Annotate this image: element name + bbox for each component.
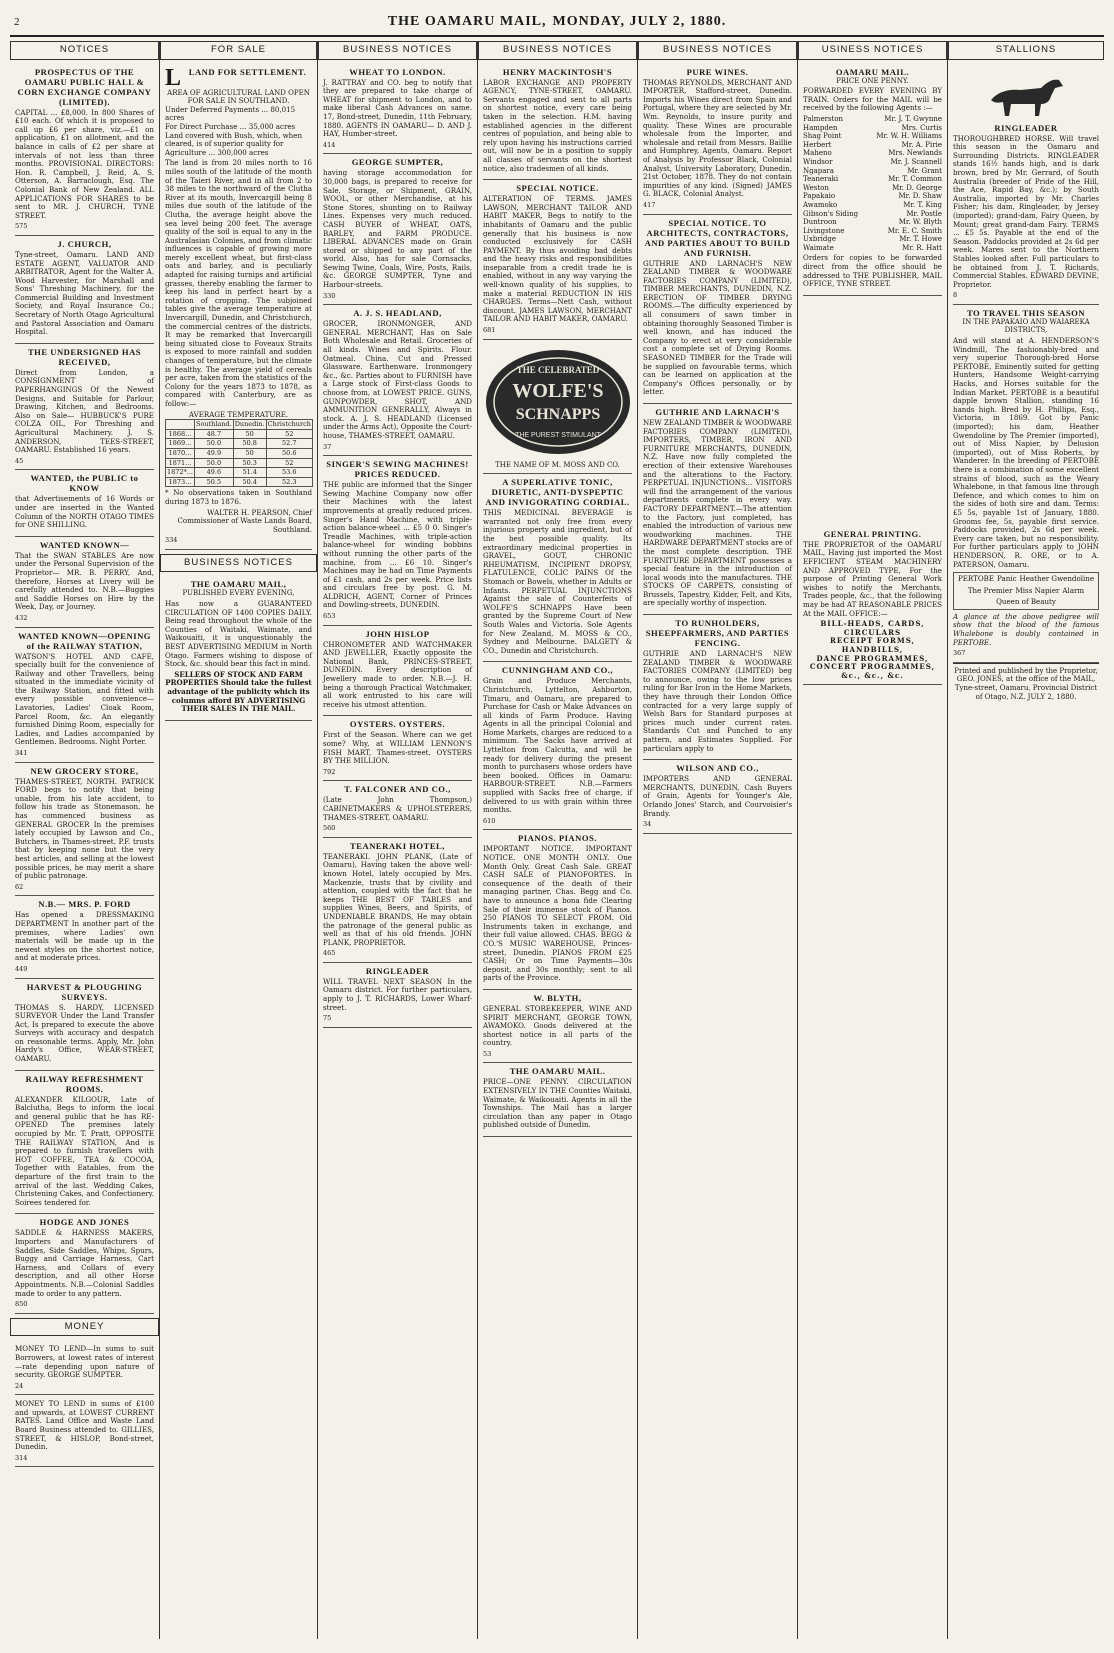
business-ad [323, 626, 472, 717]
table-cell: 52.3 [266, 477, 312, 487]
business-ad [643, 64, 792, 215]
oamaru-mail-ad [165, 576, 312, 720]
agent-name: Mr. J. Scannell [890, 157, 942, 166]
mail-agents-ad [803, 64, 942, 296]
agent-row [803, 141, 942, 150]
ad-title: TO RUNHOLDERS, SHEEPFARMERS, AND PARTIES FENCING. [645, 618, 790, 649]
table-header-cell: Christchurch [267, 420, 311, 429]
agent-town: Livingstone [803, 226, 845, 235]
agent-name: Mr. Grant [907, 166, 942, 175]
table-cell: 50.8 [233, 439, 266, 449]
agent-row [803, 158, 942, 167]
ad-title: HENRY MACKINTOSH'S [502, 66, 613, 77]
column-business-2 [478, 41, 638, 1639]
table-row [166, 477, 313, 487]
agent-name: Mr. A. Pirie [901, 140, 942, 149]
agent-town: Teaneraki [803, 175, 839, 184]
ad-body: THOMAS REYNOLDS, MERCHANT AND IMPORTER, Stafford-street, Dunedin. Imports his Wines direct from Spain and Portugal, where they are selected by Mr. Wm. Reynolds, to insure purity and quality. These Wines are procurable wholesale from the Importer, and wholesale and retail from Messrs. Baillie and Humphrey, Agents, Oamaru. Report of Analysis by Professor Black, Colonial Analyst, University Laboratory, Dunedin, 21st October, 1878. They do not contain impurities of any kind. (Signed) JAMES G. BLACK, Colonial Analyst. [643, 77, 792, 199]
ad-body: MONEY TO LEND—In sums to suit Borrowers, at lowest rates of interest—rate depending upon nature of security. GEORGE SUMPTER. [15, 1344, 154, 1380]
ad-title: OAMARU MAIL. [835, 66, 910, 77]
temperature-table [165, 419, 313, 487]
land-settlement-ad [165, 64, 312, 550]
ad-number: 330 [323, 291, 336, 300]
business-ad [483, 830, 632, 990]
ad-number: 560 [323, 824, 336, 833]
money-ad [15, 1340, 154, 1395]
ad-subtitle: AREA OF AGRICULTURAL LAND OPEN FOR SALE IN SOUTHLAND. [167, 88, 310, 106]
agents-footer: Orders for copies to be forwarded direct from the office should be addressed to THE PUBLISHER, MAIL OFFICE, TYNE STREET. [803, 253, 942, 289]
ad-body: GUTHRIE AND LARNACH'S NEW ZEALAND TIMBER & WOODWARE FACTORIES COMPANY (LIMITED), TIMBER MERCHANTS, DUNEDIN, N.Z. ERECTION OF TIMBER DRYING ROOMS.—The difficulty experienced by all consumers of sawn timber in obtaining thoroughly Seasoned Timber is well known, and has induced the Company to erect at very considerable cost a complete set of Drying Rooms. SEASONED TIMBER for the Trade will be supplied on favourable terms, which can be learned on application at the Company's Offices personally, or by letter. [643, 258, 792, 397]
agent-town: Shag Point [803, 132, 842, 141]
table-cell: 49.9 [195, 448, 234, 458]
table-cell: 1870... [166, 448, 195, 458]
ad-body: CHRONOMETER AND WATCHMAKER AND JEWELLER, Exactly opposite the National Bank, PRINCES-STREET, DUNEDIN. Every description of Jewellery made to order. N.B.—J. H. being a thorough Practical Watchmaker, all work entrusted to his care will receive his utmost attention. [323, 639, 472, 709]
agent-name: Mr. Postle [906, 209, 942, 218]
ad-number: 75 [323, 1014, 332, 1023]
ad-number: 465 [323, 949, 336, 958]
business-ad [483, 474, 632, 662]
logo-side-text: THE NAME OF M. MOSS AND CO. [495, 460, 620, 469]
pedigree-entry: PERTOBE [957, 574, 995, 584]
wolfes-schnapps-logo [483, 347, 633, 457]
column-for-sale [160, 41, 318, 1639]
ad-body: that Advertisements of 16 Words or under are inserted in the Wanted Column of the NORTH OTAGO TIMES for ONE SHILLING. [15, 494, 154, 530]
ad-number: 653 [323, 612, 336, 621]
business-ad [483, 662, 632, 830]
ad-title: RINGLEADER [365, 965, 430, 976]
ad-body: Tyne-street, Oamaru. LAND AND ESTATE AGENT, VALUATOR AND ARBITRATOR, Agent for the Walter A. Wood Harvester, for Marshall and Sons' Threshing Machinery, for the Commercial Building and Investment Society, and Royal Insurance Co.; Secretary of North Otago Agricultural and Pastoral Association and Oamaru Hospital. [15, 249, 154, 337]
business-ad [323, 64, 472, 155]
ad-body: MONEY TO LEND in sums of £100 and upwards, at LOWEST CURRENT RATES. Land Office and Waste Land Board Business attended to. GILLIES, STREET, & HISLOP, Bond-street, Dunedin. [15, 1399, 154, 1452]
ad-number: 449 [15, 964, 28, 973]
ad-body: GUTHRIE AND LARNACH'S NEW ZEALAND TIMBER & WOODWARE FACTORIES COMPANY (LIMITED) beg to announce, owing to the low prices ruling for Bar Iron in the Home Markets, they have through their London Office contracted for a very large supply of Welsh Bars for Standard purposes at prices much under current rates. Standards Cut and Punched to any pattern, and Estimates Supplied. For particulars apply to [643, 649, 792, 753]
agent-name: Mr. E. C. Smith [887, 226, 942, 235]
table-cell: 50.4 [233, 477, 266, 487]
masthead [10, 14, 1104, 37]
ad-number: 24 [15, 1381, 24, 1390]
column-business-4 [798, 41, 948, 1639]
masthead-date: MONDAY, JULY 2, 1880. [552, 14, 727, 29]
agent-row [803, 201, 942, 210]
ad-number: 341 [15, 749, 28, 758]
ad-number: 62 [15, 882, 24, 891]
agent-town: Palmerston [803, 114, 844, 123]
notice-ad [15, 537, 154, 628]
ad-body: ALTERATION OF TERMS. JAMES LAWSON, MERCHANT TAILOR AND HABIT MAKER, Begs to notify to the inhabitants of Oamaru and the public generally that his business is now conducted exclusively for CASH PAYMENT. By thus avoiding bad debts and the heavy risks and responsibilities inseparable from a credit trade he is enabled, without in any way varying the well-known quality of his supplies, to make a material REDUCTION IN HIS CHARGES. Terms—Nett Cash, without discount. JAMES LAWSON, MERCHANT TAILOR AND HABIT MAKER, OAMARU. [483, 194, 632, 324]
business-ad [323, 305, 472, 456]
ad-body: ALEXANDER KILGOUR, Late of Balclutha, Begs to inform the local and general public that he has RE-OPENED The premises lately occupied by Mr. T. Pratt, OPPOSITE THE RAILWAY STATION, And is prepared to furnish travellers with HOT COFFEE, TEA & COCOA, Together with Eatables, from the departure of the first train to the arrival of the last. Wedding Cakes, Christening Cakes, and Confectionery. Soirees tendered for. [15, 1094, 154, 1207]
ad-number: 367 [953, 649, 966, 658]
ad-number: 8 [953, 291, 958, 300]
print-item: DANCE PROGRAMMES, [816, 653, 929, 663]
table-footnote: * No observations taken in Southland during 1873 to 1876. [165, 488, 312, 506]
column-head: BUSINESS NOTICES [638, 41, 797, 60]
horse-icon [981, 70, 1071, 120]
ad-title: SPECIAL NOTICE. [516, 183, 599, 194]
table-cell: 1872*... [167, 468, 193, 477]
column-head: NOTICES [10, 41, 159, 60]
notice-ad [15, 1071, 154, 1215]
agent-town: Uxbridge [803, 235, 837, 244]
agent-row [803, 115, 942, 124]
money-head: MONEY [10, 1318, 159, 1337]
ad-title: JOHN HISLOP [365, 628, 430, 639]
business-ad [323, 154, 472, 305]
ad-title: W. BLYTH, [533, 992, 582, 1003]
print-item: CONCERT PROGRAMMES, [809, 662, 936, 672]
logo-main-2: SCHNAPPS [515, 405, 601, 423]
ad-number: 850 [15, 1300, 28, 1309]
ad-title: SINGER'S SEWING MACHINES! PRICES REDUCED. [326, 459, 469, 480]
area-line: Land covered with Bush, which, when cleared, is of superior quality for Agriculture ... 300,000 acres [165, 130, 303, 157]
ad-body: CAPITAL ... £8,000. In 800 Shares of £10 each. Of which it is proposed to call up £6 per share, viz.—£1 on application, £1 on allotment, and the balance in calls of £2 per share at intervals of not less than three months. PROVISIONAL DIRECTORS: Hon. R. Campbell, J. Reid, A. S. Otterson, A. Barraclough, Esq. The Colonial Bank of New Zealand. ALL APPLICATIONS FOR SHARES to be sent to MR. J. CHURCH, TYNE STREET. [15, 107, 154, 220]
agent-name: Mr. R. Hatt [902, 243, 942, 252]
ad-title: GUTHRIE AND LARNACH'S [655, 407, 780, 417]
agent-town: Gibson's Siding [803, 209, 859, 218]
columns [10, 41, 1104, 1639]
agent-town: Papakaio [803, 192, 836, 201]
ad-title: WANTED, the PUBLIC to KNOW [30, 473, 139, 494]
ad-body: IMPORTANT NOTICE. IMPORTANT NOTICE. ONE MONTH ONLY. One Month Only. Great Cash Sale. GREAT CASH SALE of PIANOFORTES. In consequence of the death of their managing partner, Chas. Begg and Co. have to announce a bona fide Clearing Sale of their immense stock of Pianos. 250 PIANOS TO SELECT FROM. Old Instruments taken in exchange, and their full value allowed. CHAS. BEGG & CO.'S MUSIC WAREHOUSE, Princes-street, Dunedin. PIANOS FROM £25 CASH; Or on Time Payments—30s deposit, and 30s monthly; sent to all parts of the Province. [483, 844, 632, 983]
ad-body: SADDLE & HARNESS MAKERS, Importers and Manufacturers of Saddles, Side Saddles, Whips, Spurs, Buggy and Carriage Harness, Cart Harness, and Collars of every description, and all other Horse Appointments. N.B.—Colonial Saddles made to order to any pattern. [15, 1228, 154, 1298]
ad-title: WANTED KNOWN—OPENING of the RAILWAY STATION, [18, 630, 151, 651]
table-cell: 1868... [166, 429, 195, 439]
table-header-cell [166, 420, 195, 430]
ad-number: 314 [15, 1453, 28, 1462]
printer-imprint: Printed and published by the Proprietor, GEO. JONES, at the office of the MAIL, Tyne-street, Oamaru, Provincial District of Otago, N.Z. JULY 2, 1880. [953, 663, 1099, 701]
table-cell: 1869... [166, 439, 195, 449]
agent-name: Mr. T. Common [888, 175, 942, 184]
ad-number: 414 [323, 140, 336, 149]
agent-town: Herbert [803, 140, 832, 149]
blank-space [803, 296, 942, 526]
agent-town: Waimate [803, 243, 834, 252]
agent-row [803, 184, 942, 193]
ad-title: A SUPERLATIVE TONIC, DIURETIC, ANTI-DYSPEPTIC AND INVIGORATING CORDIAL. [485, 477, 630, 508]
ad-body: WILL TRAVEL NEXT SEASON In the Oamaru district. For further particulars, apply to J. T. RICHARDS, Lower Wharf-street. [323, 976, 472, 1012]
pertobe-stallion-ad [953, 305, 1099, 663]
ad-title: PROSPECTUS OF THE OAMARU PUBLIC HALL & CORN EXCHANGE COMPANY (LIMITED). [17, 66, 152, 107]
column-head: STALLIONS [948, 41, 1104, 60]
ad-title: OYSTERS. OYSTERS. [349, 719, 446, 730]
agent-name: Mr. T. Howe [899, 235, 942, 244]
column-head: BUSINESS NOTICES [478, 41, 637, 60]
ad-number: 37 [323, 442, 332, 451]
business-ad [483, 64, 632, 181]
ad-title: TEANERAKI HOTEL, [350, 840, 445, 851]
page-number: 2 [14, 16, 21, 28]
business-ad [483, 1063, 632, 1137]
table-header-cell: Southland. [196, 420, 232, 429]
ad-number: 792 [323, 767, 336, 776]
agent-name: Mr. W. H. Williams [876, 132, 942, 141]
table-cell: 1871... [166, 458, 195, 468]
money-ad [15, 1395, 154, 1467]
ad-body: THAMES-STREET, NORTH. PATRICK FORD begs to notify that being unable, from his late accident, to follow his trade as Stonemason, he has commenced business as GENERAL GROCER In the premises lately occupied by Lawson and Co., Butchers, in Thames-street. P.F. trusts that by keeping none but the very best articles, and selling at the lowest possible prices, he may merit a share of public patronage. [15, 776, 154, 881]
agent-town: Hampden [803, 123, 838, 132]
notice-ad [15, 763, 154, 897]
ad-body: And will stand at A. HENDERSON'S Windmill, The fashionably-bred and very superior Thorough-bred Horse PERTOBE, Eminently suited for getting Hunters, Handsome Weight-carrying Hacks, and Horses suitable for the Indian Market. PERTOBE is a beautiful dapple brown Stallion, standing 16 hands high. Bred by H. Phillips, Esq., Victoria, in 1869. Got by Panic (imported); his dam, Heather Gwendoline by The Premier (imported), out of Miss Napier, by Delusion (imported), out of Miss Roberts, by Wanderer. In the breeding of PERTOBE there is a combination of some excellent strains of blood, such as the Weary Whalebone, in that famous line through Defence, and which comes to him on the sides of both sire and dam. Terms: £5 5s, payable 1st of January, 1880. Grooms fee, 5s, payable first service. Paddocks provided, 2s 6d per week. Every care taken, but no responsibility. For further particulars apply to JOHN HENDERSON, R. ORE, or to A. PATERSON, Oamaru. [953, 336, 1099, 569]
ad-title: TO TRAVEL THIS SEASON [966, 307, 1086, 318]
business-ad [643, 615, 792, 760]
ad-title: T. FALCONER AND CO., [344, 784, 451, 795]
ad-body: THIS MEDICINAL BEVERAGE is warranted not only free from every injurious property and ingredient, but of the best possible quality. Its extraordinary medicinal properties in GRAVEL, GOUT, CHRONIC RHEUMATISM, INCIPIENT DROPSY, FLATULENCE, COLIC PAINS Of the Stomach or Bowels, whether in Adults or Infants. PERPETUAL INJUNCTIONS Against the sale of Counterfeits of WOLFE'S SCHNAPPS Have been granted by the Supreme Court of New South Wales and Victoria. Sole Agents for New Zealand, M. MOSS & CO., Sydney and Melbourne. DALGETY & CO., Dunedin and Christchurch. [483, 508, 632, 655]
table-cell: 50.0 [195, 458, 234, 468]
pedigree-note: A glance at the above pedigree will show that the blood of the famous Whalebone is doubly contained in PERTOBE. [953, 611, 1099, 647]
table-cell: 50.6 [266, 448, 312, 458]
table-cell: 50.5 [195, 477, 234, 487]
agent-row [803, 167, 942, 176]
ad-body: TEANERAKI. JOHN PLANK, (Late of Oamaru), Having taken the above well-known Hotel, lately occupied by Mrs. Mackenzie, trusts that by civility and attention, coupled with the fact that he keeps THE BEST OF TABLES and supplies Wines, Beers, and Spirits, of UNDENIABLE BRANDS, He may obtain the patronage of the general public as well as that of his old friends. JOHN PLANK, PROPRIETOR. [323, 851, 472, 947]
table-label: AVERAGE TEMPERATURE. [188, 409, 289, 419]
table-header-cell: Dunedin. [234, 420, 265, 429]
ad-title: THE UNDERSIGNED HAS RECEIVED, [27, 346, 142, 367]
table-cell: 50 [233, 429, 266, 439]
logo-top-text: THE CELEBRATED [516, 364, 600, 375]
print-item: HANDBILLS, [841, 644, 904, 654]
agent-name: Mr. J. T. Gwynne [884, 114, 942, 123]
ad-title: GEORGE SUMPTER, [351, 157, 444, 168]
ad-subtitle: PRICE ONE PENNY. [836, 76, 909, 85]
ad-body: THOROUGHBRED HORSE. Will travel this season in the Oamaru and Surrounding Districts. RINGLEADER stands 16½ hands high, and is dark brown, bred by Mr. Gerrard, of South Australia (breeder of Pride of the Hill, the Ace, Rapid Bay, &c.); by South Australia, imported by Mr. Charles Fisher; his dam, Ringleader, by Jersey (imported); grand-dam, Fairy Queen, by Mount; great grand-dam Fairy. TERMS ... £5 5s. Payable at the end of the Season. Paddocks provided at 2s 6d per week. Mares sent to the Northern Stables looked after. Full particulars to be obtained from J. T. Richards, Commercial Stables. EDWARD DEVINE, Proprietor. [953, 133, 1099, 289]
pedigree-entry: Panic [997, 574, 1017, 584]
business-notices-head: BUSINESS NOTICES [160, 554, 317, 573]
ad-title: HODGE AND JONES [39, 1217, 130, 1228]
agent-town: Windsor [803, 157, 833, 166]
agent-row [803, 210, 942, 219]
ad-body: That the SWAN STABLES Are now under the Personal Supervision of the Proprietor— MR. B. PERRY, And, therefore, Horses at Livery will be carefully attended to. N.B.—Buggies and Saddle Horses on Hire by the Week, Day, or Journey. [15, 550, 154, 612]
ad-number: 610 [483, 816, 496, 825]
agent-name: Mr. W. Blyth [898, 218, 942, 227]
ad-title: J. CHURCH, [57, 238, 112, 249]
column-head: FOR SALE [160, 41, 317, 60]
ad-number: 34 [643, 820, 652, 829]
business-ad [323, 963, 472, 1028]
ad-body: J. RATTRAY and CO. beg to notify that they are prepared to take charge of WHEAT for shipment to London, and to make liberal Cash Advances on same. 17, Bond-street, Dunedin, 11th February, 1880. AGENTS IN OAMARU— D. AND J. HAY, Humber-street. [323, 77, 472, 139]
ad-body: Has now a GUARANTEED CIRCULATION OF 1400 COPIES DAILY. Being read throughout the whole of the Counties of Waitaki, Waimate, and Waikouaiti, it is unquestionably the BEST ADVERTISING MEDIUM in North Otago. Farmers wishing to dispose of Stock, &c. should bear this fact in mind. [165, 599, 312, 669]
ad-body: FORWARDED EVERY EVENING BY TRAIN. Orders for the MAIL will be received by the following Agents :— [803, 86, 942, 113]
agent-town: Ngapara [803, 166, 834, 175]
ad-body: THOMAS S. HARDY, LICENSED SURVEYOR Under the Land Transfer Act, Is prepared to execute the above Surveys with accuracy and despatch on reasonable terms. Apply, Mr. John Hardy's Office, WEAR-STREET, OAMARU. [15, 1002, 154, 1064]
agent-name: Mr. T. King [903, 200, 942, 209]
agent-name: Mrs. Newlands [888, 149, 942, 158]
notice-ad [15, 236, 154, 344]
column-head: USINESS NOTICES [798, 41, 947, 60]
notice-ad [15, 64, 154, 236]
column-business-3 [638, 41, 798, 1639]
area-line: Under Deferred Payments ... 80,015 acres [165, 104, 296, 123]
business-ad [323, 838, 472, 963]
logo-bottom-text: THE PUREST STIMULANT [515, 431, 601, 439]
ad-subtitle: PUBLISHED EVERY EVENING, [182, 589, 295, 598]
pedigree-table [953, 572, 1099, 610]
business-ad [643, 215, 792, 405]
table-cell: 1873... [166, 477, 195, 487]
notice-ad [15, 896, 154, 978]
ad-body: LABOR EXCHANGE AND PROPERTY AGENCY, TYNE-STREET, OAMARU. Servants engaged and sent to all parts on shortest notice, every care being taken in the selection. H.M. having established agencies in the different centres of population, and being able to rely upon having his instructions carried out, will now be in a position to supply all classes of servants on the shortest notice, also tradesmen of all kinds. [483, 77, 632, 173]
business-ad [483, 180, 632, 340]
ringleader-stallion-ad [953, 64, 1099, 305]
ad-body: NEW ZEALAND TIMBER & WOODWARE FACTORIES COMPANY (LIMITED), IMPORTERS, TIMBER, IRON AND FURNITURE MERCHANTS, DUNEDIN, N.Z. Have now fully completed the erection of their extensive Warehouses and the alterations to the Factory. PERPETUAL INJUNCTIONS... VISITORS will find the arrangement of the various departments complete in every way. FACTORY DEPARTMENT.—The attention to the Factory, just completed, has enabled the introduction of various new woodworking machines. THE HARDWARE DEPARTMENT stocks are of the most complete description. THE FURNITURE DEPARTMENT possesses a special feature in the introduction of local woods into the manufactures. THE STOCKS OF CARPETS, consisting of Brussels, Tapestry, Kidder, Felt, and Kits, are specially worthy of inspection. [643, 418, 792, 608]
general-printing-ad [803, 526, 942, 686]
ad-title: PIANOS. PIANOS. [518, 833, 597, 844]
ad-body: First of the Season. Where can we get some? Why, at WILLIAM LENNON'S FISH MART, Thames-street. OYSTERS BY THE MILLION. [323, 730, 472, 766]
agent-name: Mrs. Curtis [901, 123, 942, 132]
ad-signature: WALTER H. PEARSON, Chief Commissioner of Waste Lands Board, Southland. [177, 507, 312, 534]
table-cell: 53.6 [266, 468, 312, 478]
ad-body: GENERAL STOREKEEPER, WINE AND SPIRIT MERCHANT, GEORGE TOWN, AWAMOKO. Goods delivered at the shortest notice in all parts of the country. [483, 1003, 632, 1048]
ad-title: CUNNINGHAM AND CO., [501, 665, 614, 676]
masthead-title: THE OAMARU MAIL, [387, 14, 547, 29]
agent-town: Duntroon [803, 218, 837, 227]
drop-cap: L [165, 64, 182, 91]
table-row [166, 429, 313, 439]
ad-body: Has opened a DRESSMAKING DEPARTMENT In another part of the premises, where Ladies' own materials will be made up in the newest styles on the shortest notice, and at moderate prices. [15, 910, 154, 963]
agent-town: Maheno [803, 149, 832, 158]
ad-title: SPECIAL NOTICE. TO ARCHITECTS, CONTRACTORS, AND PARTIES ABOUT TO BUILD AND FURNISH. [644, 217, 791, 258]
ad-title: NEW GROCERY STORE, [30, 765, 139, 776]
pedigree-entry: Queen of Beauty [996, 597, 1056, 607]
ad-title: HARVEST & PLOUGHING SURVEYS. [26, 981, 143, 1002]
column-business-1 [318, 41, 478, 1639]
print-item: BILL-HEADS, CARDS, CIRCULARS [820, 619, 925, 637]
table-cell: 50.0 [195, 439, 234, 449]
table-cell: 50 [233, 448, 266, 458]
ad-title: PURE WINES. [686, 66, 749, 77]
table-cell: 52 [266, 429, 312, 439]
area-line: For Direct Purchase ... 35,000 acres [165, 121, 296, 131]
logo-main-1: WOLFE'S [512, 379, 604, 402]
agent-row [803, 132, 942, 141]
ad-number: 681 [483, 326, 496, 335]
agent-town: Awamoko [803, 200, 838, 209]
ad-title: RAILWAY REFRESHMENT ROOMS. [25, 1073, 144, 1094]
ad-body: (Late John Thompson,) CABINETMAKERS & UPHOLSTERERS, THAMES-STREET, OAMARU. [323, 795, 472, 822]
ad-number: 417 [643, 200, 656, 209]
ad-title: WANTED KNOWN— [39, 539, 130, 550]
ad-body: IMPORTERS AND GENERAL MERCHANTS, DUNEDIN, Cash Buyers of Grain, Agents for Younger's Ale, Orlando Jones' Starch, and Courvoisier's Brandy. [643, 774, 792, 818]
business-ad [643, 760, 792, 834]
ad-number: 575 [15, 222, 28, 231]
notice-ad [15, 470, 154, 536]
ad-title: WHEAT TO LONDON. [349, 66, 446, 77]
ad-number: 334 [165, 536, 178, 545]
agent-row [803, 124, 942, 133]
ad-body: THE public are informed that the Singer Sewing Machine Company now offer their Machines with the latest improvements at greatly reduced prices. Singer's Hand Machine, with triple-action balance-wheel ... £5 0 0. Singer's Treadle Machines, with triple-action balance-wheel for winding bobbins without running the other parts of the machine, from ... £6 10. Singer's Machines may be had on Time Payments of £1 cash, and 2s per week. Price lists and circulars free by post. G. M. ALDRICH, AGENT, Corner of Princes and Dowling-streets, DUNEDIN. [323, 480, 472, 610]
notice-ad [15, 344, 154, 471]
ad-subtitle: IN THE PAPAKAIO AND WAIAREKA DISTRICTS, [962, 317, 1090, 335]
agent-name: Mr. D. Shaw [898, 192, 942, 201]
table-cell: 52 [266, 458, 312, 468]
ad-footer: SELLERS OF STOCK AND FARM PROPERTIES Should take the fullest advantage of the publicity which its columns afford BY ADVERTISING THEIR SALES IN THE MAIL. [165, 669, 312, 714]
agent-row [803, 175, 942, 184]
ad-body: GROCER, IRONMONGER, AND GENERAL MERCHANT, Has on Sale Both Wholesale and Retail. Groceries of all kinds. Wines and Spirits. Flour. Oatmeal. China. Cut and Pressed Glassware. Earthenware. Ironmongery &c., &c. Parties about to FURNISH have a Large stock of First-class Goods to choose from, at LOWEST PRICE. GUNS, GUNPOWDER, SHOT, AND AMMUNITION GENERALLY, Always in stock. A. J. S. HEADLAND (Licensed under the Arms Act), Opposite the Court-house, THAMES-STREET, OAMARU. [323, 319, 472, 440]
ad-body: Grain and Produce Merchants, Christchurch, Lyttelton, Ashburton, Timaru, and Oamaru, are prepared to Purchase for Cash or Make Advances on all kinds of Farm Produce. Having Agents in all the principal Colonial and Home Markets, charges are reduced to a minimum. The Sacks have arrived at Lyttelton from Calcutta, and will be ready for delivery during the present month to purchasers whose orders have been booked. Offices in Oamaru: HARBOUR-STREET. N.B.—Farmers supplied with Sacks free of charge, if delivered to us with grain within three months. [483, 676, 632, 815]
ad-title: RINGLEADER [994, 122, 1058, 133]
notice-ad [15, 979, 154, 1071]
ad-title: GENERAL PRINTING. [823, 528, 922, 539]
column-notices [10, 41, 160, 1639]
pedigree-entry: Alarm [1062, 585, 1085, 595]
pedigree-entry: Miss Napier [1015, 585, 1060, 595]
ad-body: having storage accommodation for 30,000 bags, is prepared to receive for Sale, Storage, or Shipment, GRAIN, WOOL, or other Merchandise, at his Stone Stores, shunting on to Railway Lines. Expenses very much reduced. CASH BUYER of WHEAT, OATS, BARLEY, and FARM PRODUCE. LIBERAL ADVANCES made on Grain stored or shipped to any part of the world. Also, has for sale Cornsacks, Sewing Twine, Coals, Wire, Posts, Rails, &c. GEORGE SUMPTER, Tyne and Harbour-streets. [323, 168, 472, 290]
schnapps-ad [483, 340, 632, 475]
business-ad [483, 990, 632, 1064]
ad-title: WILSON AND CO., [676, 763, 759, 774]
print-item: &c., &c., &c. [841, 670, 904, 680]
business-ad [323, 716, 472, 781]
ad-body: The land is from 20 miles north to 16 miles south of the latitude of the month of the Taieri River, and in all from 2 to 38 miles to the northward of the Clutha River at its mouth, Invercargill being 8 miles due south of the latitude of the Clutha, the average height above the sea level being 200 feet. The average quality of the soil is equal to any in the Australasian Colonies, and from climatic influences is capable of growing more merely excellent wheat, but first-class oats and barley, and is peculiarly adapted for raising turnips and artificial grasses, thereby enabling the farmer to keep his land in perfect heart by a rotation of cropping. The subjoined tables give the average temperature at Invercargill, Dunedin, and Christchurch, the commercial centres of the districts. It may be remarked that Invercargill being situated close to Foveaux Straits is exposed to more rainfall and sudden changes of temperature, but the climate is healthy. The average yield of cereals per acre, taken from the statistics of the Colony for the years 1873 to 1878, as compared with Canterbury, are as follow:— [165, 158, 312, 408]
ad-title: THE OAMARU MAIL. [509, 1066, 606, 1077]
table-row [166, 468, 313, 478]
table-cell: 49.6 [195, 468, 234, 478]
business-ad [323, 781, 472, 837]
table-row [166, 448, 313, 458]
table-cell: 52.7 [266, 439, 312, 449]
ad-body: PRICE—ONE PENNY. CIRCULATION EXTENSIVELY IN THE Counties Waitaki, Waimate, & Waikouaiti. Agents in all the Townships. The Mail has a larger circulation than any paper in Otago published outside of Dunedin. [483, 1077, 632, 1130]
agent-name: Mr. D. George [892, 183, 942, 192]
ad-title: N.B.— MRS. P. FORD [38, 899, 131, 910]
ad-number: 53 [483, 1049, 492, 1058]
agent-row [803, 235, 942, 244]
pedigree-entry: Heather Gwendoline [1019, 574, 1095, 584]
agent-town: Weston [803, 183, 829, 192]
ad-body: Direct from London, a CONSIGNMENT of PAPERHANGINGS Of the Newest Designs, and Suitable for Parlour, Drawing, Kitchen, and Bedrooms. Also on Sale— HUBBUCK'S PURE COLZA OIL, For Threshing and Agricultural Machinery. J. S. ANDERSON, TEES-STREET, OAMARU. Established 16 years. [15, 367, 154, 455]
table-row [166, 458, 313, 468]
ad-body: THE PROPRIETOR of the OAMARU MAIL, Having just imported the Most EFFICIENT STEAM MACHINERY AND APPROVED TYPE, For the purpose of Printing General Work wishes to notify the Merchants, Trades people, &c., that the following may be had AT REASONABLE PRICES At the MAIL OFFICE:— [803, 539, 942, 618]
ad-number: 45 [15, 456, 24, 465]
ad-title: A. J. S. HEADLAND, [353, 308, 442, 319]
pedigree-entry: The Premier [967, 585, 1013, 595]
agent-row [803, 192, 942, 201]
table-cell: 50.3 [233, 458, 266, 468]
agent-row [803, 149, 942, 158]
table-cell: 48.7 [195, 429, 234, 439]
ad-number: 432 [15, 613, 28, 622]
column-stallions [948, 41, 1104, 1639]
business-ad [323, 456, 472, 626]
ad-title: LAND FOR SETTLEMENT. [188, 66, 307, 77]
ad-body: WATSON'S HOTEL AND CAFE, specially built for the convenience of Railway and other Travellers, being situated in the immediate vicinity of the Railway Station, and fitted with every possible convenience—Lavatories, Ladies' Cloak Room, Parcel Room, &c. An elegantly furnished Dining Room, especially for Ladies, and Ladies accompanied by Gentlemen. Bedrooms. Night Porter. [15, 651, 154, 747]
ad-title: THE OAMARU MAIL, [190, 579, 287, 590]
column-head: BUSINESS NOTICES [318, 41, 477, 60]
business-ad [643, 404, 792, 615]
notice-ad [15, 628, 154, 763]
agent-row [803, 227, 942, 236]
notice-ad [15, 1214, 154, 1313]
agent-row [803, 244, 942, 253]
table-cell: 51.4 [233, 468, 266, 478]
table-row [166, 439, 313, 449]
print-item: RECEIPT FORMS, [829, 636, 916, 646]
agent-row [803, 218, 942, 227]
